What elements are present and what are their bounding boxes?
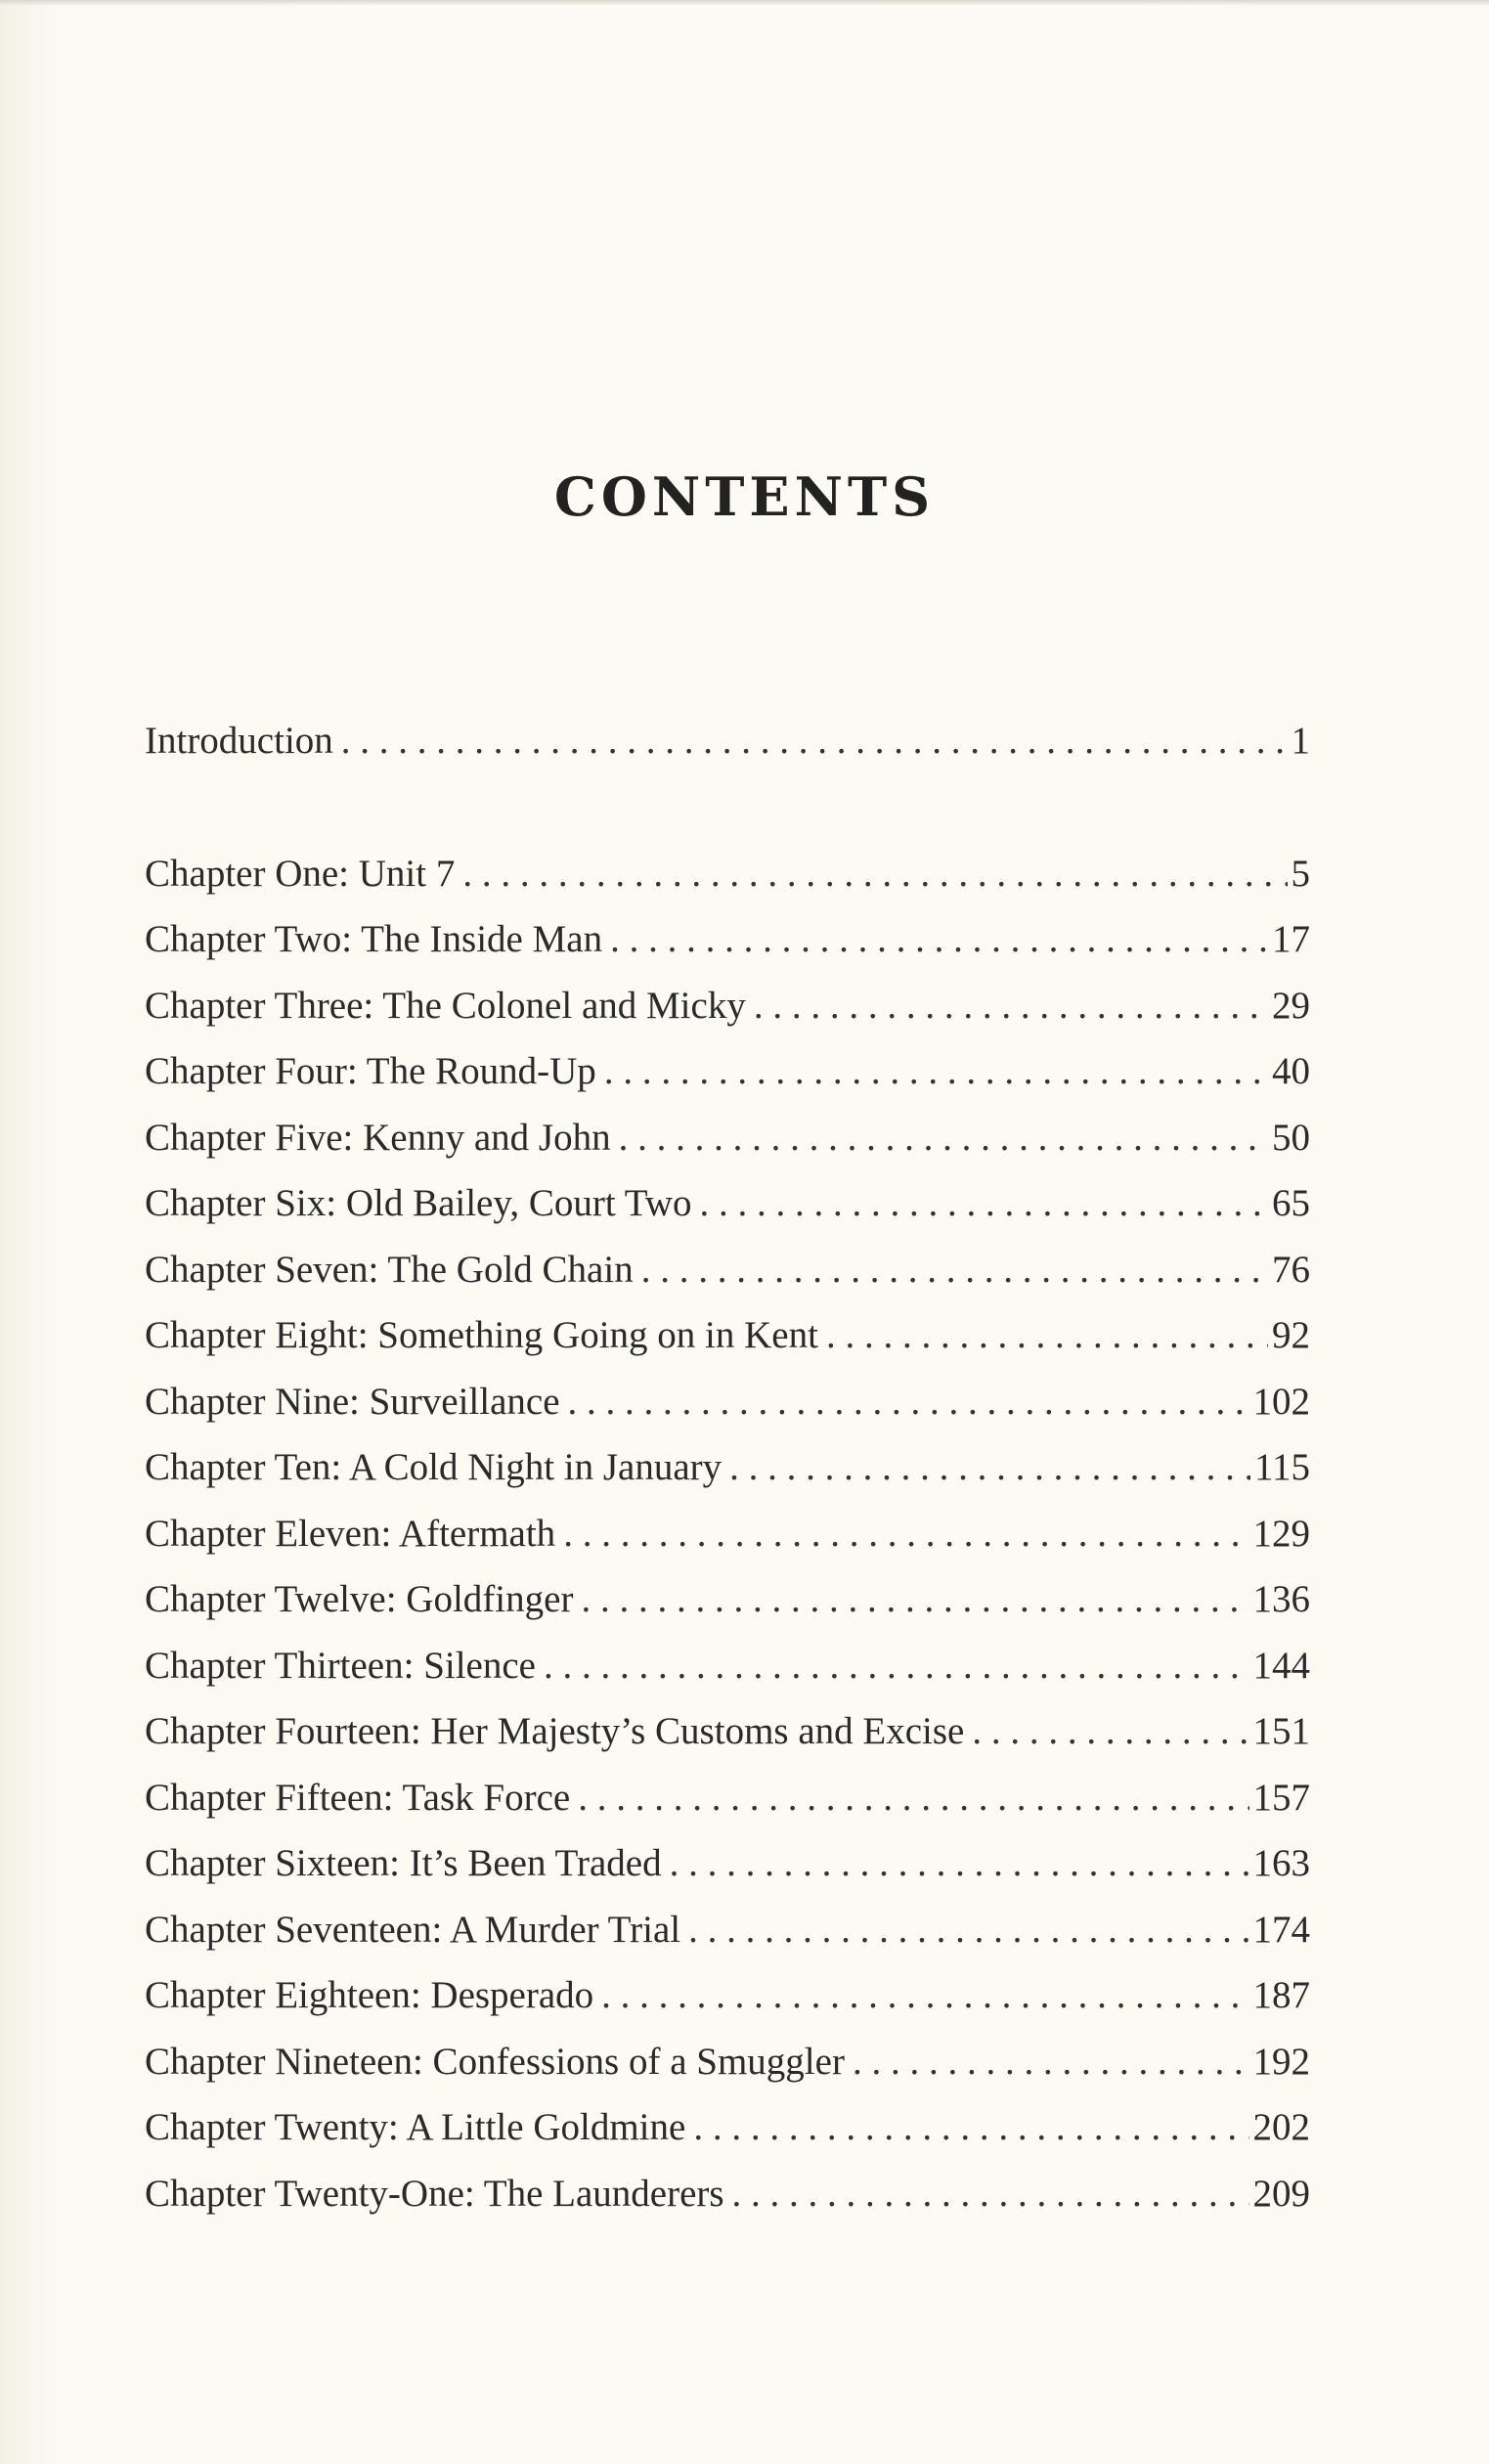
toc-entry-label: Introduction <box>145 720 333 762</box>
dot-leader <box>729 1445 1250 1489</box>
toc-entry-chapter <box>145 852 1310 918</box>
toc-entry-label: Chapter Sixteen: It’s Been Traded <box>145 1842 662 1884</box>
toc-entry-page-number: 151 <box>1252 1710 1310 1752</box>
toc-entry-page-number: 65 <box>1272 1182 1310 1224</box>
toc-entry-label: Chapter Twenty-One: The Launderers <box>145 2172 724 2215</box>
toc-entry-label: Chapter Eleven: Aftermath <box>145 1512 556 1555</box>
toc-entry-label: Chapter Twelve: Goldfinger <box>145 1578 574 1620</box>
toc-entry-chapter <box>145 1512 1310 1578</box>
toc-entry-label: Chapter Fourteen: Her Majesty’s Customs and Excise <box>145 1710 965 1752</box>
dot-leader <box>341 719 1288 763</box>
dot-leader <box>699 1181 1268 1225</box>
toc-entry-chapter <box>145 1380 1310 1446</box>
toc-entry-label: Chapter Seven: The Gold Chain <box>145 1248 634 1291</box>
toc-entry-page-number: 115 <box>1253 1446 1310 1488</box>
dot-leader <box>732 2172 1249 2216</box>
toc-entry-label: Chapter One: Unit 7 <box>145 852 456 895</box>
dot-leader <box>826 1313 1268 1357</box>
dot-leader <box>581 1577 1248 1621</box>
toc-entry-page-number: 1 <box>1291 720 1310 762</box>
toc-entry-chapter <box>145 1116 1310 1182</box>
dot-leader <box>578 1776 1248 1820</box>
toc-entry-label: Chapter Eighteen: Desperado <box>145 1974 594 2016</box>
toc-entry-chapter <box>145 2105 1310 2172</box>
toc-entry-chapter <box>145 1841 1310 1908</box>
dot-leader <box>462 852 1287 896</box>
dot-leader <box>619 1116 1268 1160</box>
toc-entry-chapter <box>145 1313 1310 1380</box>
toc-entry-page-number: 17 <box>1272 918 1310 960</box>
table-of-contents <box>145 719 1310 2237</box>
dot-leader <box>568 1380 1249 1424</box>
toc-entry-page-number: 157 <box>1252 1776 1310 1819</box>
page-top-edge <box>0 0 1489 6</box>
dot-leader <box>641 1248 1268 1292</box>
toc-entry-page-number: 76 <box>1272 1248 1310 1291</box>
toc-entry-chapter <box>145 1709 1310 1776</box>
toc-entry-chapter <box>145 1973 1310 2040</box>
dot-leader <box>754 984 1268 1028</box>
dot-leader <box>610 917 1268 961</box>
toc-entry-chapter <box>145 984 1310 1050</box>
toc-entry-chapter <box>145 1644 1310 1710</box>
toc-entry-chapter <box>145 1908 1310 1974</box>
toc-entry-page-number: 144 <box>1252 1644 1310 1687</box>
toc-entry-page-number: 50 <box>1272 1116 1310 1159</box>
dot-leader <box>670 1841 1249 1885</box>
dot-leader <box>688 1908 1248 1952</box>
toc-entry-introduction <box>145 719 1310 785</box>
toc-entry-page-number: 29 <box>1272 984 1310 1027</box>
toc-entry-label: Chapter Four: The Round-Up <box>145 1050 596 1092</box>
toc-entry-label: Chapter Six: Old Bailey, Court Two <box>145 1182 692 1224</box>
toc-entry-page-number: 5 <box>1291 852 1310 895</box>
toc-entry-chapter <box>145 1577 1310 1644</box>
dot-leader <box>604 1049 1268 1093</box>
toc-entry-page-number: 202 <box>1252 2106 1310 2148</box>
toc-entry-chapter <box>145 1445 1310 1512</box>
contents-heading: CONTENTS <box>553 465 936 529</box>
toc-entry-page-number: 174 <box>1252 1908 1310 1951</box>
toc-entry-chapter <box>145 1248 1310 1314</box>
toc-entry-page-number: 187 <box>1252 1974 1310 2016</box>
toc-entry-page-number: 129 <box>1252 1512 1310 1555</box>
toc-entry-chapter <box>145 2172 1310 2238</box>
toc-entry-chapter <box>145 1776 1310 1842</box>
toc-entry-chapter <box>145 2040 1310 2106</box>
toc-entry-label: Chapter Nine: Surveillance <box>145 1380 560 1423</box>
dot-leader <box>693 2105 1248 2149</box>
toc-entry-page-number: 40 <box>1272 1050 1310 1092</box>
dot-leader <box>601 1973 1248 2017</box>
toc-entry-page-number: 136 <box>1252 1578 1310 1620</box>
dot-leader <box>563 1512 1248 1556</box>
toc-entry-page-number: 209 <box>1252 2172 1310 2215</box>
toc-entry-chapter <box>145 917 1310 984</box>
toc-entry-chapter <box>145 1049 1310 1116</box>
dot-leader <box>972 1709 1248 1753</box>
dot-leader <box>544 1644 1249 1688</box>
toc-entry-label: Chapter Seventeen: A Murder Trial <box>145 1908 681 1951</box>
toc-entry-label: Chapter Fifteen: Task Force <box>145 1776 571 1819</box>
toc-entry-label: Chapter Thirteen: Silence <box>145 1644 536 1687</box>
toc-entry-page-number: 192 <box>1252 2040 1310 2083</box>
toc-entry-label: Chapter Eight: Something Going on in Kent <box>145 1314 818 1356</box>
toc-entry-label: Chapter Five: Kenny and John <box>145 1116 611 1159</box>
toc-entry-label: Chapter Twenty: A Little Goldmine <box>145 2106 686 2148</box>
toc-entry-label: Chapter Nineteen: Confessions of a Smuggler <box>145 2040 845 2083</box>
toc-entry-page-number: 163 <box>1252 1842 1310 1884</box>
toc-entry-label: Chapter Ten: A Cold Night in January <box>145 1446 723 1488</box>
toc-entry-label: Chapter Three: The Colonel and Micky <box>145 984 746 1027</box>
toc-entry-label: Chapter Two: The Inside Man <box>145 918 603 960</box>
toc-entry-chapter <box>145 1181 1310 1248</box>
toc-entry-page-number: 92 <box>1272 1314 1310 1356</box>
dot-leader <box>853 2040 1249 2084</box>
toc-entry-page-number: 102 <box>1252 1380 1310 1423</box>
